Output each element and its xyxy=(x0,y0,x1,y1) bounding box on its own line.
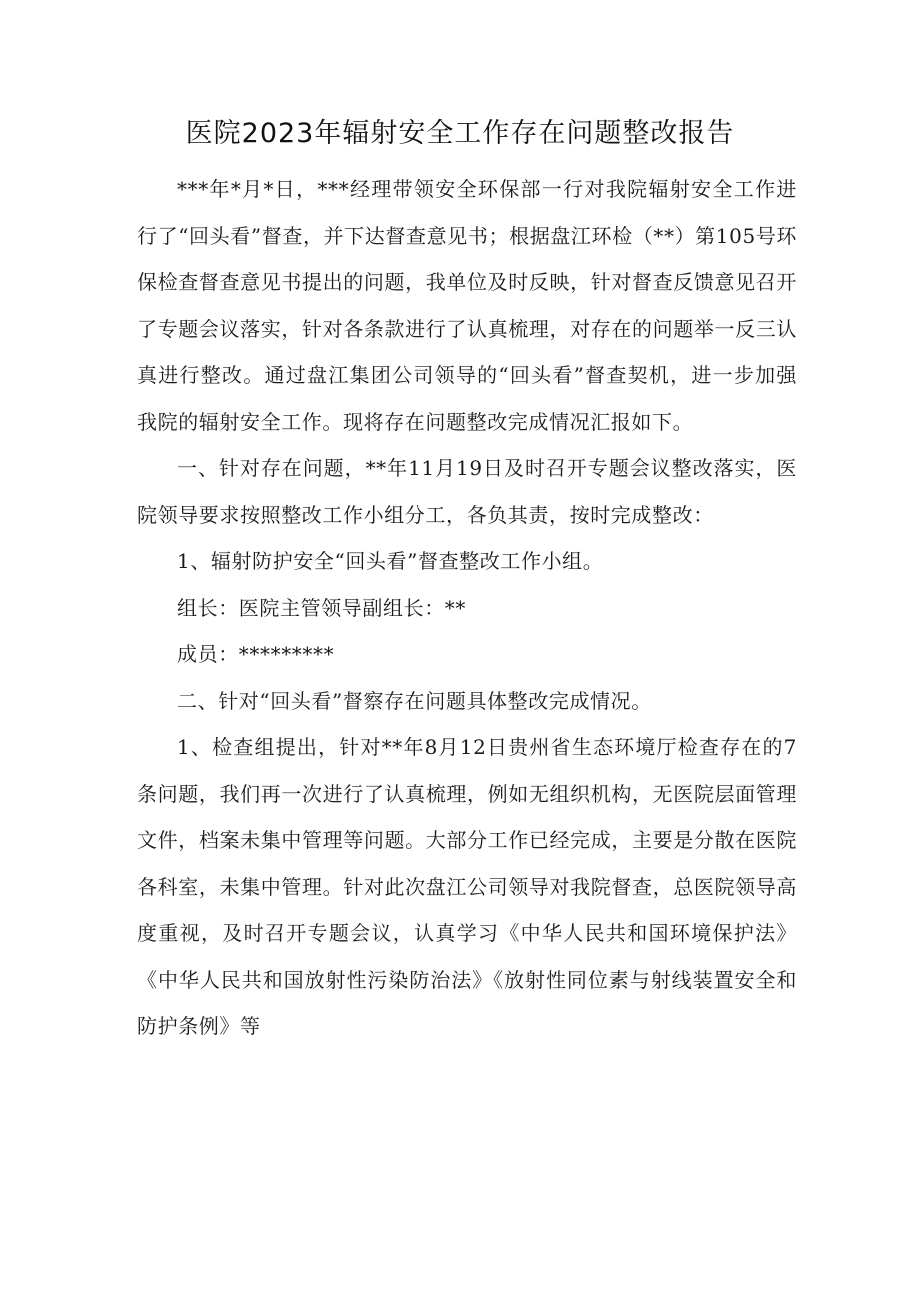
section-one-paragraph: 一、针对存在问题，**年11月19日及时召开专题会议整改落实，医院领导要求按照整改工作小组分工，各负其责，按时完成整改： xyxy=(137,456,797,527)
section-two-heading: 二、针对“回头看”督察存在问题具体整改完成情况。 xyxy=(177,688,652,713)
inspection-issue-paragraph: 1、检查组提出，针对**年8月12日贵州省生态环境厅检查存在的7条问题，我们再一次进行了认真梳理，例如无组织机构，无医院层面管理文件，档案未集中管理等问题。大部分工作已经完成，主要是分散在医院各科室，未集中管理。针对此次盘江公司领导对我院督查，总医院领导高度重视，及时召开专题会议，认真学习《中华人民共和国环境保护法》《中华人民共和国放射性污染防治法》《放射性同位素与射线装置安全和防护条例》等 xyxy=(137,735,797,1038)
group-leader-line: 组长：医院主管领导副组长：** xyxy=(177,595,466,620)
intro-paragraph: ***年*月*日，***经理带领安全环保部一行对我院辐射安全工作进行了“回头看”督查，并下达督查意见书；根据盘江环检（**）第105号环保检查督查意见书提出的问题，我单位及时反映，针对督查反馈意见召开了专题会议落实，针对各条款进行了认真梳理，对存在的问题举一反三认真进行整改。通过盘江集团公司领导的“回头看”督查契机，进一步加强我院的辐射安全工作。现将存在问题整改完成情况汇报如下。 xyxy=(137,177,797,434)
group-members-line: 成员：********* xyxy=(177,642,335,666)
working-group-item: 1、辐射防护安全“回头看”督查整改工作小组。 xyxy=(177,549,604,573)
document-title: 医院2023年辐射安全工作存在问题整改报告 xyxy=(185,118,735,149)
document-body xyxy=(137,166,797,1050)
